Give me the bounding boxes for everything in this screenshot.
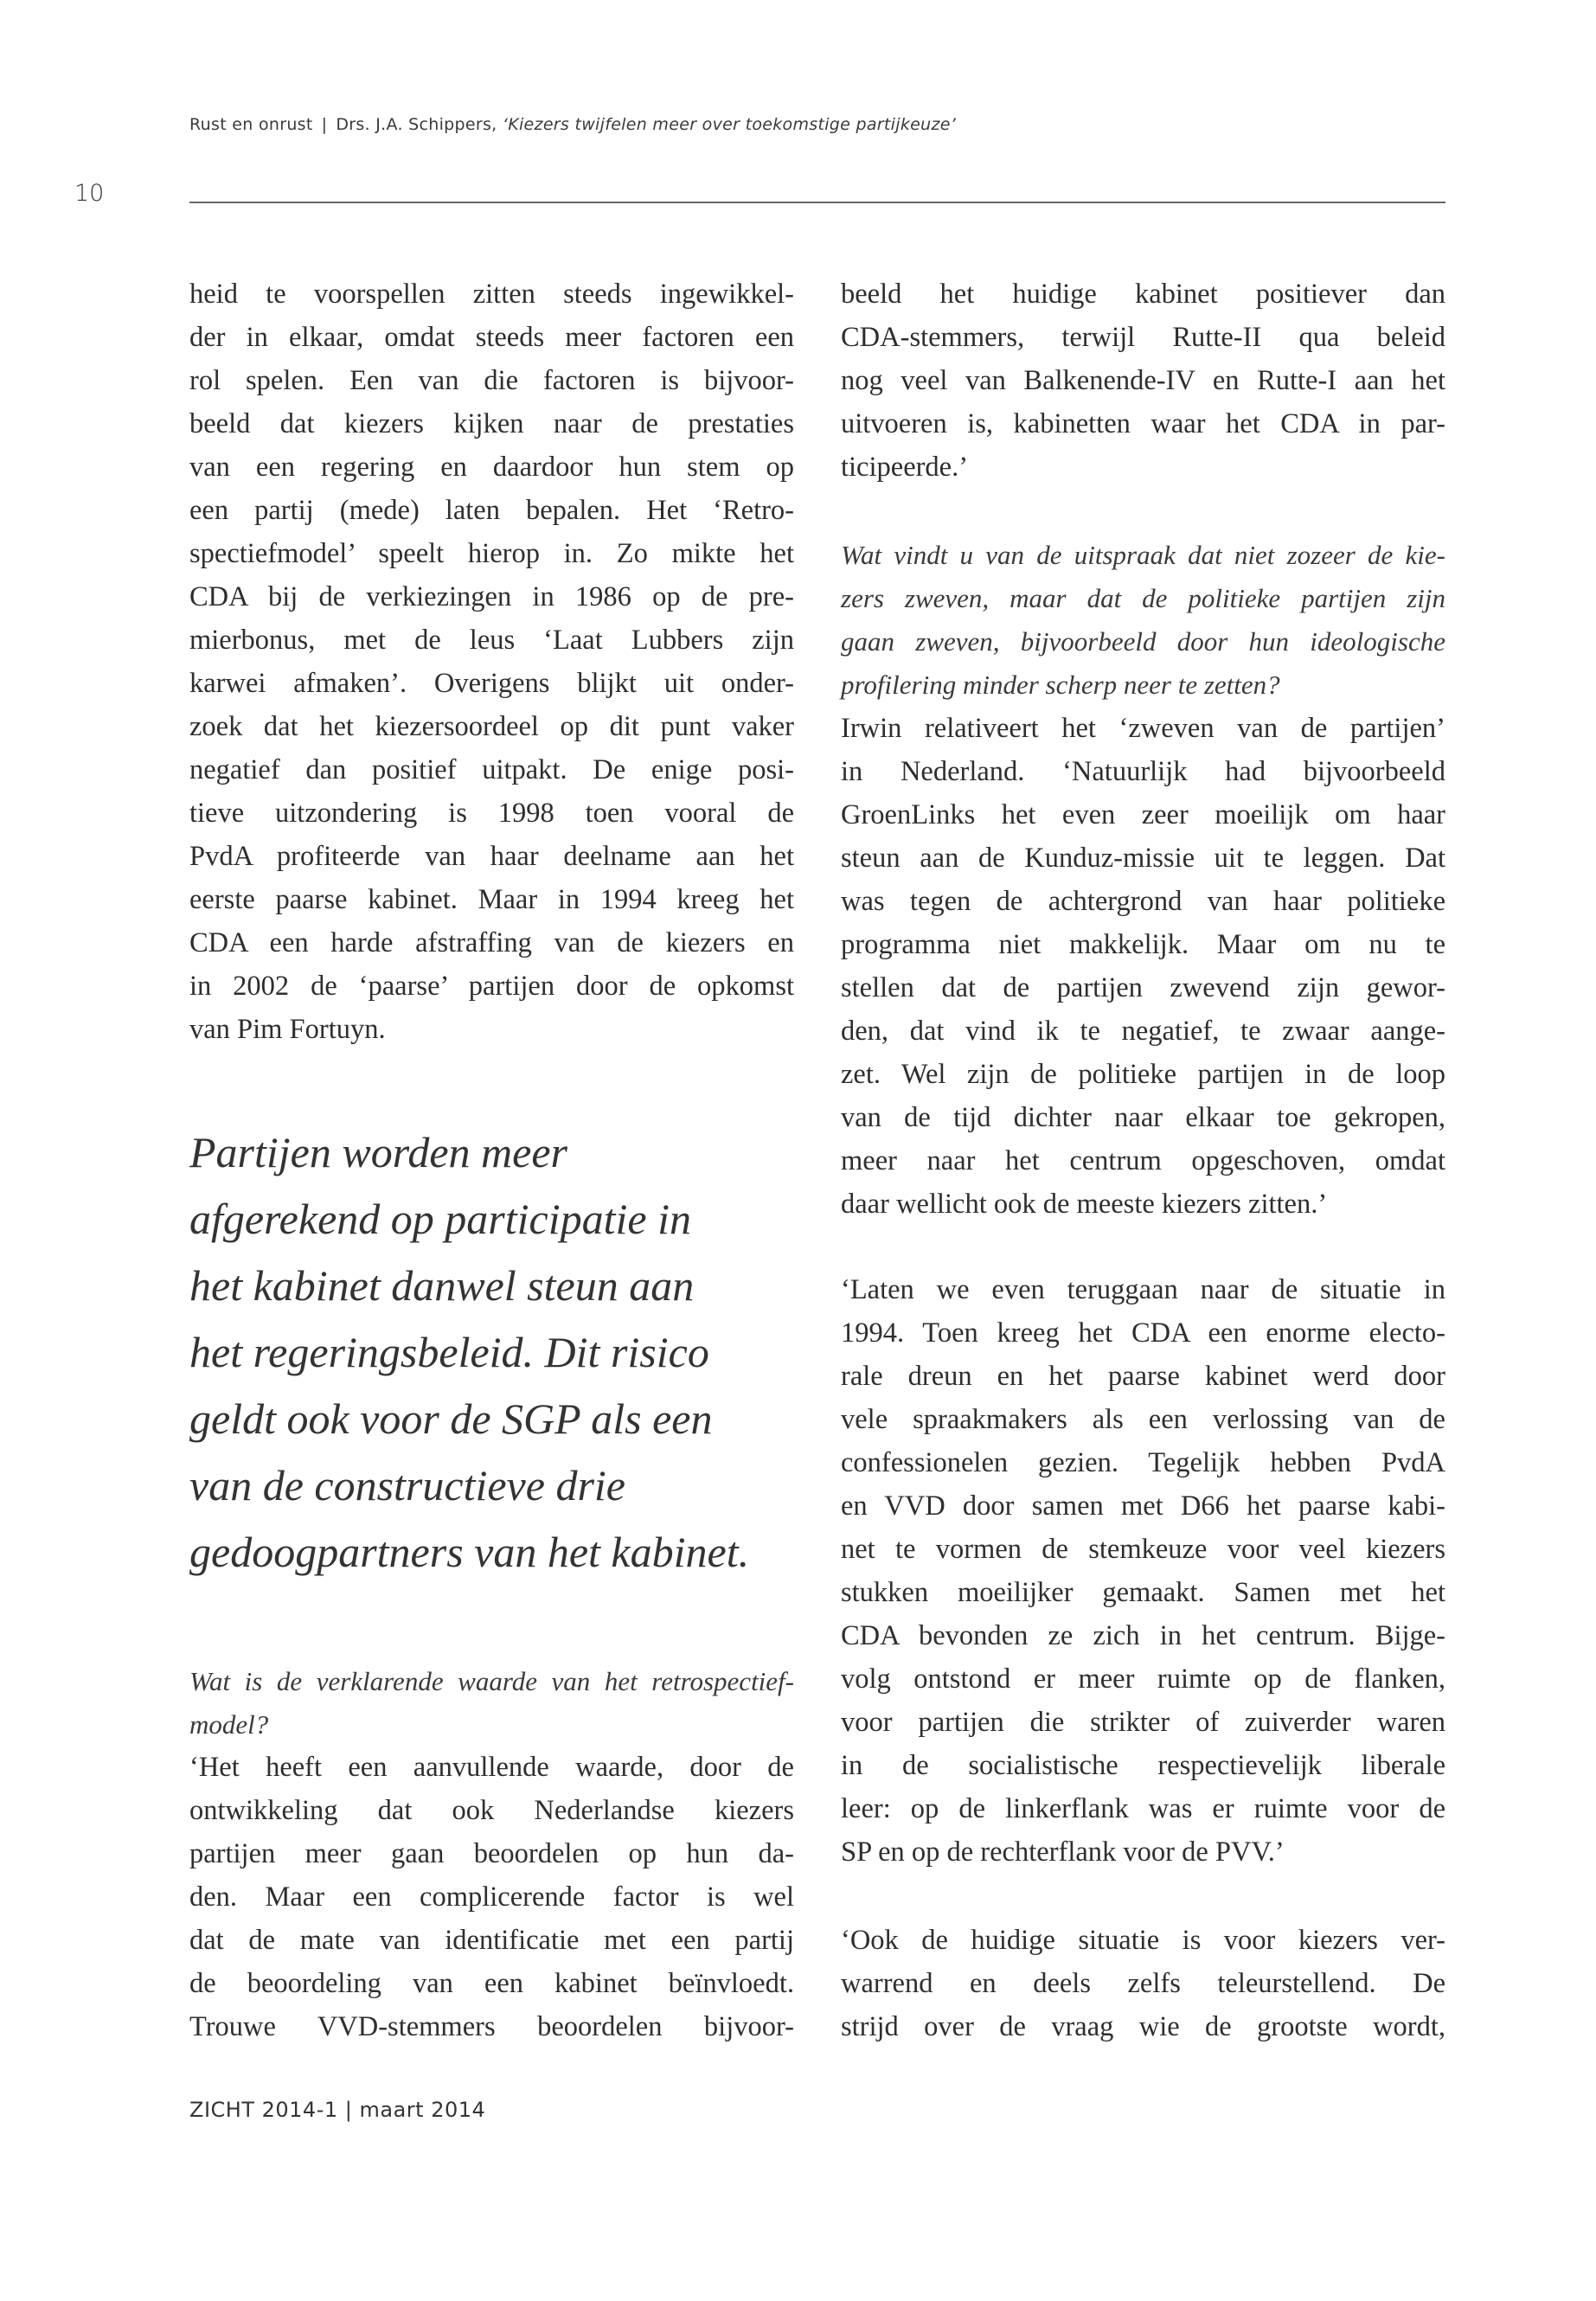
- text-line: ‘Het heeft een aanvullende waarde, door de: [189, 1752, 794, 1783]
- header-separator: |: [321, 115, 328, 134]
- text-line: CDA-stemmers, terwijl Rutte-II qua beleid: [841, 322, 1445, 353]
- text-line: eerste paarse kabinet. Maar in 1994 kreeg het: [189, 884, 794, 915]
- text-line: zoek dat het kiezersoordeel op dit punt vaker: [189, 711, 794, 742]
- text-line: strijd over de vraag wie de grootste wordt,: [841, 2011, 1445, 2042]
- text-line: van een regering en daardoor hun stem op: [189, 452, 794, 483]
- text-line: dat de mate van identificatie met een partij: [189, 1925, 794, 1956]
- text-line: van de tijd dichter naar elkaar toe gekropen,: [841, 1102, 1445, 1133]
- text-line: Trouwe VVD-stemmers beoordelen bijvoor-: [189, 2011, 794, 2042]
- text-line: programma niet makkelijk. Maar om nu te: [841, 929, 1445, 960]
- text-line: gaan zweven, bijvoorbeeld door hun ideologische: [841, 626, 1445, 657]
- publication-issue: ZICHT 2014-1: [189, 2098, 338, 2122]
- interview-question: [189, 1660, 794, 1747]
- body-paragraph: [189, 272, 794, 1051]
- text-line: CDA bij de verkiezingen in 1986 op de pre-: [189, 581, 794, 612]
- text-line: voor partijen die strikter of zuiverder waren: [841, 1707, 1445, 1738]
- text-line: stellen dat de partijen zwevend zijn gewor-: [841, 972, 1445, 1003]
- text-line: stukken moeilijker gemaakt. Samen met het: [841, 1577, 1445, 1608]
- publication-date: maart 2014: [359, 2098, 486, 2122]
- text-line: beeld het huidige kabinet positiever dan: [841, 279, 1445, 310]
- text-line: de beoordeling van een kabinet beïnvloedt.: [189, 1968, 794, 1999]
- text-line: rale dreun en het paarse kabinet werd door: [841, 1361, 1445, 1392]
- text-line: zet. Wel zijn de politieke partijen in de loop: [841, 1059, 1445, 1090]
- text-line: nog veel van Balkenende-IV en Rutte-I aan het: [841, 365, 1445, 396]
- body-paragraph: [841, 707, 1445, 1226]
- text-line: ticipeerde.’: [841, 452, 969, 483]
- page-number: 10: [74, 180, 105, 207]
- pull-quote: [189, 1119, 794, 1586]
- text-line: karwei afmaken’. Overigens blijkt uit onder-: [189, 668, 794, 699]
- text-line: negatief dan positief uitpakt. De enige posi-: [189, 754, 794, 785]
- text-line: ontwikkeling dat ook Nederlandse kiezers: [189, 1795, 794, 1826]
- text-line: confessionelen gezien. Tegelijk hebben PvdA: [841, 1447, 1445, 1478]
- text-line: ‘Ook de huidige situatie is voor kiezers ver-: [841, 1925, 1445, 1956]
- text-line: zers zweven, maar dat de politieke partijen zijn: [841, 583, 1445, 613]
- section-name: Rust en onrust: [189, 115, 313, 134]
- text-line: PvdA profiteerde van haar deelname aan het: [189, 841, 794, 872]
- text-line: Irwin relativeert het ‘zweven van de partijen’: [841, 713, 1445, 744]
- text-line: Wat vindt u van de uitspraak dat niet zozeer de kie-: [841, 540, 1445, 570]
- text-line: een partij (mede) laten bepalen. Het ‘Retro-: [189, 495, 794, 526]
- page-footer: [189, 2098, 485, 2122]
- text-line: in 2002 de ‘paarse’ partijen door de opkomst: [189, 971, 794, 1002]
- text-line: tieve uitzondering is 1998 toen vooral de: [189, 798, 794, 829]
- header-rule: [189, 202, 1445, 203]
- interview-question: [841, 534, 1445, 707]
- text-line: meer naar het centrum opgeschoven, omdat: [841, 1145, 1445, 1176]
- text-line: model?: [189, 1709, 269, 1740]
- text-line: heid te voorspellen zitten steeds ingewikkel-: [189, 279, 794, 310]
- body-paragraph: [189, 1746, 794, 2048]
- text-line: profilering minder scherp neer te zetten?: [841, 670, 1280, 700]
- text-line: geldt ook voor de SGP als een: [189, 1394, 713, 1443]
- text-line: ‘Laten we even teruggaan naar de situatie in: [841, 1274, 1445, 1305]
- text-line: den. Maar een complicerende factor is wel: [189, 1881, 794, 1913]
- text-line: daar wellicht ook de meeste kiezers zitten.’: [841, 1189, 1328, 1220]
- text-line: GroenLinks het even zeer moeilijk om haar: [841, 799, 1445, 830]
- running-header: [189, 115, 956, 134]
- text-line: het regeringsbeleid. Dit risico: [189, 1328, 709, 1376]
- text-line: Wat is de verklarende waarde van het retrospectief-: [189, 1666, 794, 1696]
- text-line: spectiefmodel’ speelt hierop in. Zo mikte het: [189, 538, 794, 569]
- text-line: CDA bevonden ze zich in het centrum. Bijge-: [841, 1620, 1445, 1651]
- text-line: in Nederland. ‘Natuurlijk had bijvoorbeeld: [841, 756, 1445, 787]
- footer-separator: |: [344, 2098, 353, 2122]
- body-paragraph: [841, 1919, 1445, 2048]
- text-line: der in elkaar, omdat steeds meer factoren een: [189, 322, 794, 353]
- body-paragraph: [841, 1268, 1445, 1874]
- text-line: den, dat vind ik te negatief, te zwaar aange-: [841, 1016, 1445, 1047]
- text-line: CDA een harde afstraffing van de kiezers en: [189, 927, 794, 958]
- text-line: net te vormen de stemkeuze voor veel kiezers: [841, 1534, 1445, 1565]
- text-line: het kabinet danwel steun aan: [189, 1261, 695, 1310]
- text-line: 1994. Toen kreeg het CDA een enorme electo-: [841, 1317, 1445, 1349]
- text-line: en VVD door samen met D66 het paarse kabi-: [841, 1490, 1445, 1522]
- text-line: warrend en deels zelfs teleurstellend. De: [841, 1968, 1445, 1999]
- article-author: Drs. J.A. Schippers,: [336, 115, 497, 134]
- text-line: was tegen de achtergrond van haar politieke: [841, 886, 1445, 917]
- text-line: rol spelen. Een van die factoren is bijvoor-: [189, 365, 794, 396]
- text-line: Partijen worden meer: [189, 1128, 567, 1176]
- text-line: leer: op de linkerflank was er ruimte voor de: [841, 1793, 1445, 1824]
- text-line: volg ontstond er meer ruimte op de flanken,: [841, 1663, 1445, 1695]
- text-line: steun aan de Kunduz-missie uit te leggen. Dat: [841, 843, 1445, 874]
- text-line: SP en op de rechterflank voor de PVV.’: [841, 1836, 1285, 1868]
- body-paragraph: [841, 272, 1445, 489]
- text-line: van de constructieve drie: [189, 1461, 625, 1509]
- text-line: afgerekend op participatie in: [189, 1195, 691, 1243]
- text-line: partijen meer gaan beoordelen op hun da-: [189, 1838, 794, 1869]
- text-line: uitvoeren is, kabinetten waar het CDA in par-: [841, 408, 1445, 439]
- text-line: in de socialistische respectievelijk liberale: [841, 1750, 1445, 1781]
- text-line: van Pim Fortuyn.: [189, 1014, 386, 1045]
- article-title: ‘Kiezers twijfelen meer over toekomstige partijkeuze’: [502, 115, 957, 134]
- text-line: mierbonus, met de leus ‘Laat Lubbers zijn: [189, 625, 794, 656]
- text-line: vele spraakmakers als een verlossing van de: [841, 1404, 1445, 1435]
- text-line: gedoogpartners van het kabinet.: [189, 1528, 750, 1576]
- text-line: beeld dat kiezers kijken naar de prestaties: [189, 408, 794, 439]
